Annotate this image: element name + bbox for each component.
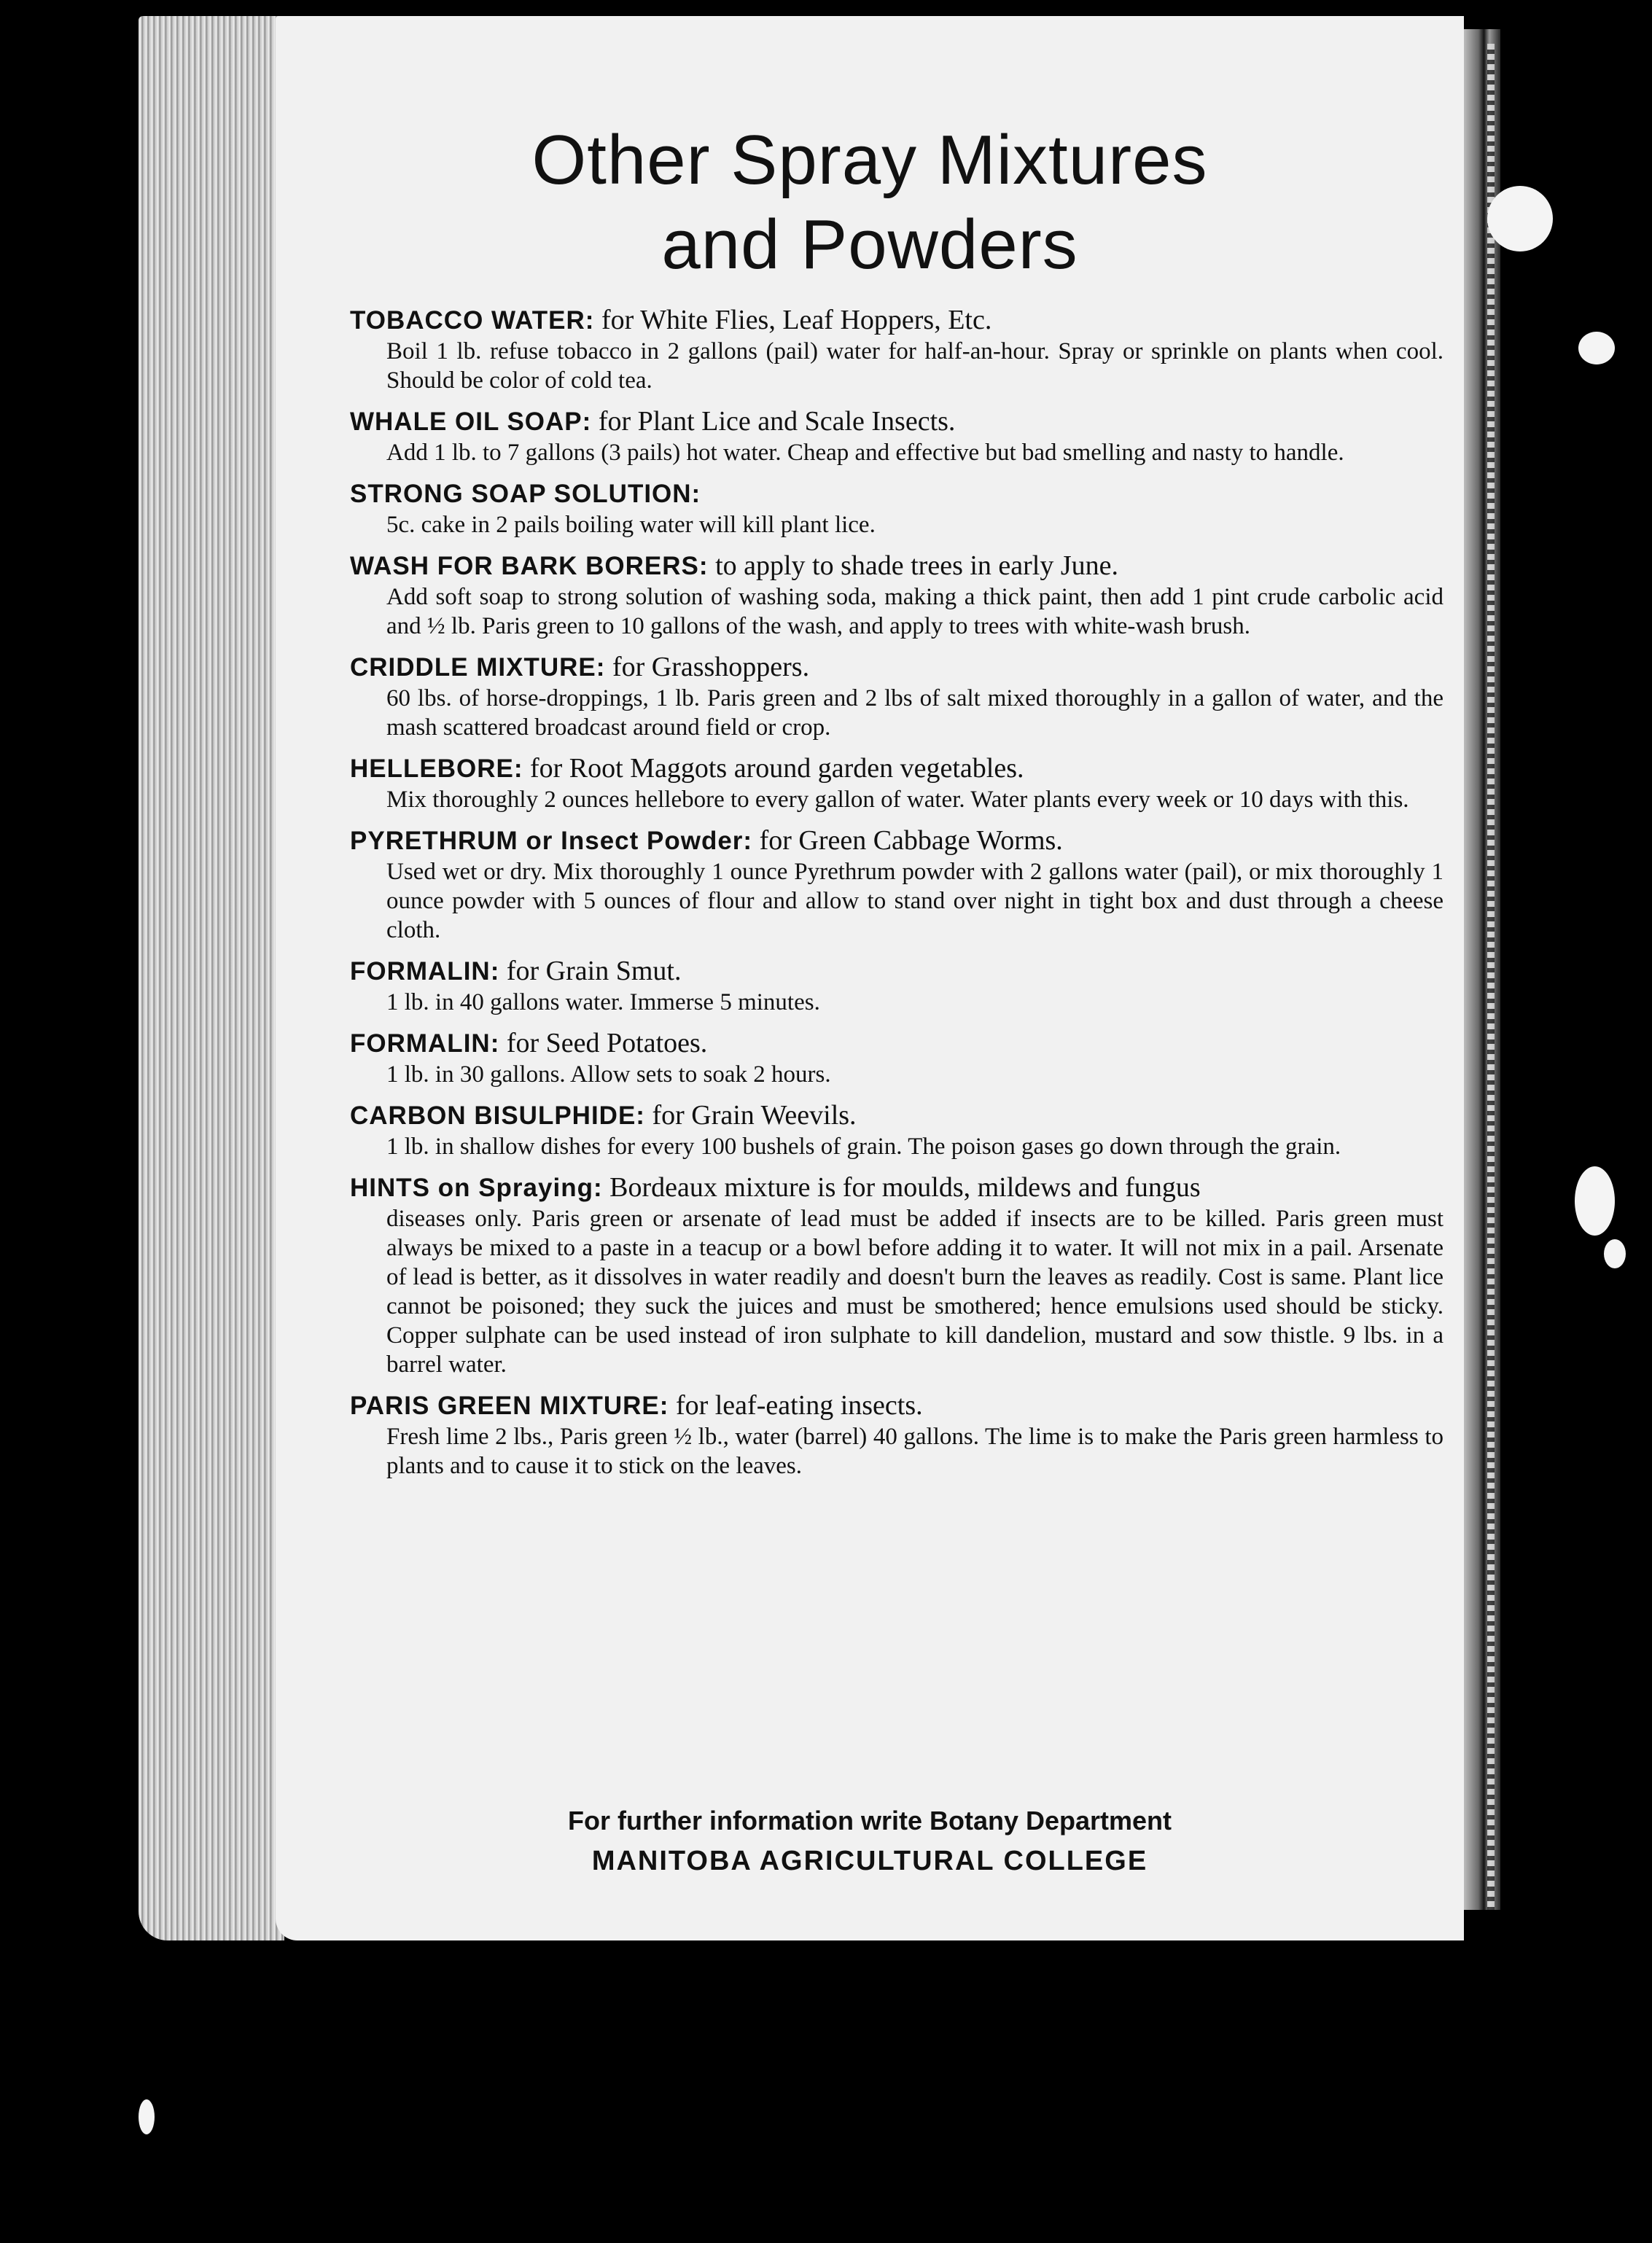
entry-hints-on-spraying	[350, 1171, 1443, 1379]
entry-label: HELLEBORE:	[350, 754, 523, 783]
entry-text: Mix thoroughly 2 ounces hellebore to every gallon of water. Water plants every week or 10 days with this.	[386, 787, 1409, 813]
entry-text: Fresh lime 2 lbs., Paris green ½ lb., water (barrel) 40 gallons. The lime is to make the Paris green harmless to plants and to cause it to stick on the leaves.	[386, 1424, 1443, 1479]
scan-blot	[1487, 186, 1553, 251]
entry-whale-oil-soap	[350, 405, 1443, 467]
entry-wash-for-bark-borers	[350, 550, 1443, 641]
entry-formalin-grain-smut	[350, 955, 1443, 1017]
footer-college-name: MANITOBA AGRICULTURAL COLLEGE	[591, 1846, 1148, 1876]
entry-hellebore	[350, 752, 1443, 814]
footer-contact-line: For further information write Botany Department	[567, 1806, 1172, 1836]
entry-label: PARIS GREEN MIXTURE:	[350, 1392, 669, 1420]
entry-strong-soap-solution	[350, 477, 1443, 539]
title-line-2: and Powders	[661, 206, 1078, 284]
entry-criddle-mixture	[350, 651, 1443, 742]
entry-purpose: for Root Maggots around garden vegetables.	[530, 753, 1024, 784]
book-page-edges	[139, 16, 284, 1940]
scan-blot	[1575, 1166, 1615, 1236]
entry-label: STRONG SOAP SOLUTION:	[350, 480, 701, 508]
entry-purpose: for Grasshoppers.	[612, 652, 810, 682]
entry-text: 1 lb. in shallow dishes for every 100 bushels of grain. The poison gases go down through the grain.	[386, 1134, 1341, 1160]
entry-tobacco-water	[350, 304, 1443, 395]
entry-label: TOBACCO WATER:	[350, 306, 595, 335]
book-right-edge	[1464, 29, 1500, 1910]
entry-text: Used wet or dry. Mix thoroughly 1 ounce Pyrethrum powder with 2 gallons water (pail), or mix thoroughly 1 ounce powder with 5 ounces of flour and allow to stand over night in tight box and dust through a cheese cloth.	[386, 859, 1443, 943]
entry-purpose: for Seed Potatoes.	[506, 1028, 708, 1058]
scan-blot	[1578, 332, 1615, 364]
entry-formalin-seed-potatoes	[350, 1027, 1443, 1089]
entry-text: 1 lb. in 30 gallons. Allow sets to soak 2 hours.	[386, 1061, 831, 1088]
entry-text: diseases only. Paris green or arsenate of lead must be added if insects are to be killed. Paris green must always be mixed to a paste in a teacup or a bowl before adding it to water. It will not mix in a pail. Arsenate of lead is better, as it dissolves in water readily and doesn't burn the leaves as readily. Cost is same. Plant lice cannot be poisoned; they suck the juices and must be smothered; hence emulsions used should be sticky. Copper sulphate can be used instead of iron sulphate to kill dandelion, mustard and sow thistle. 9 lbs. in a barrel water.	[386, 1206, 1443, 1378]
entry-text: 1 lb. in 40 gallons water. Immerse 5 minutes.	[386, 989, 820, 1015]
entry-paris-green-mixture	[350, 1389, 1443, 1481]
entry-purpose: for Grain Smut.	[506, 956, 682, 986]
entry-text: Add soft soap to strong solution of washing soda, making a thick paint, then add 1 pint crude carbolic acid and ½ lb. Paris green to 10 gallons of the wash, and apply to trees with white-wash brush.	[386, 584, 1443, 639]
entry-text: Add 1 lb. to 7 gallons (3 pails) hot water. Cheap and effective but bad smelling and nasty to handle.	[386, 440, 1344, 466]
entry-purpose: for Grain Weevils.	[652, 1100, 857, 1131]
entry-carbon-bisulphide	[350, 1099, 1443, 1161]
entry-label: PYRETHRUM or Insect Powder:	[350, 827, 753, 855]
page-title	[276, 118, 1464, 287]
entry-purpose: for leaf-eating insects.	[675, 1390, 923, 1421]
entry-label: HINTS on Spraying:	[350, 1174, 603, 1202]
title-line-1: Other Spray Mixtures	[531, 121, 1208, 199]
entry-purpose: for White Flies, Leaf Hoppers, Etc.	[601, 305, 992, 335]
document-page	[276, 16, 1464, 1940]
entry-text: 5c. cake in 2 pails boiling water will kill plant lice.	[386, 512, 876, 538]
scan-blot	[139, 2099, 155, 2134]
entry-label: FORMALIN:	[350, 957, 500, 986]
entry-label: WHALE OIL SOAP:	[350, 407, 592, 436]
entry-text: Boil 1 lb. refuse tobacco in 2 gallons (pail) water for half-an-hour. Spray or sprinkle on plants when cool. Should be color of cold tea.	[386, 338, 1443, 394]
entry-list	[350, 304, 1443, 1481]
entry-purpose: Bordeaux mixture is for moulds, mildews and fungus	[609, 1172, 1201, 1203]
entry-purpose: for Plant Lice and Scale Insects.	[598, 406, 956, 437]
entry-pyrethrum	[350, 824, 1443, 945]
entry-purpose: for Green Cabbage Worms.	[759, 825, 1063, 856]
entry-text: 60 lbs. of horse-droppings, 1 lb. Paris green and 2 lbs of salt mixed thoroughly in a gallon of water, and the mash scattered broadcast around field or crop.	[386, 685, 1443, 741]
scan-blot	[1604, 1239, 1626, 1268]
book-spine-texture	[1487, 44, 1495, 1910]
entry-label: WASH FOR BARK BORERS:	[350, 552, 709, 580]
entry-label: FORMALIN:	[350, 1029, 500, 1058]
entry-purpose: to apply to shade trees in early June.	[715, 550, 1119, 581]
entry-label: CRIDDLE MIXTURE:	[350, 653, 606, 682]
entry-label: CARBON BISULPHIDE:	[350, 1101, 645, 1130]
